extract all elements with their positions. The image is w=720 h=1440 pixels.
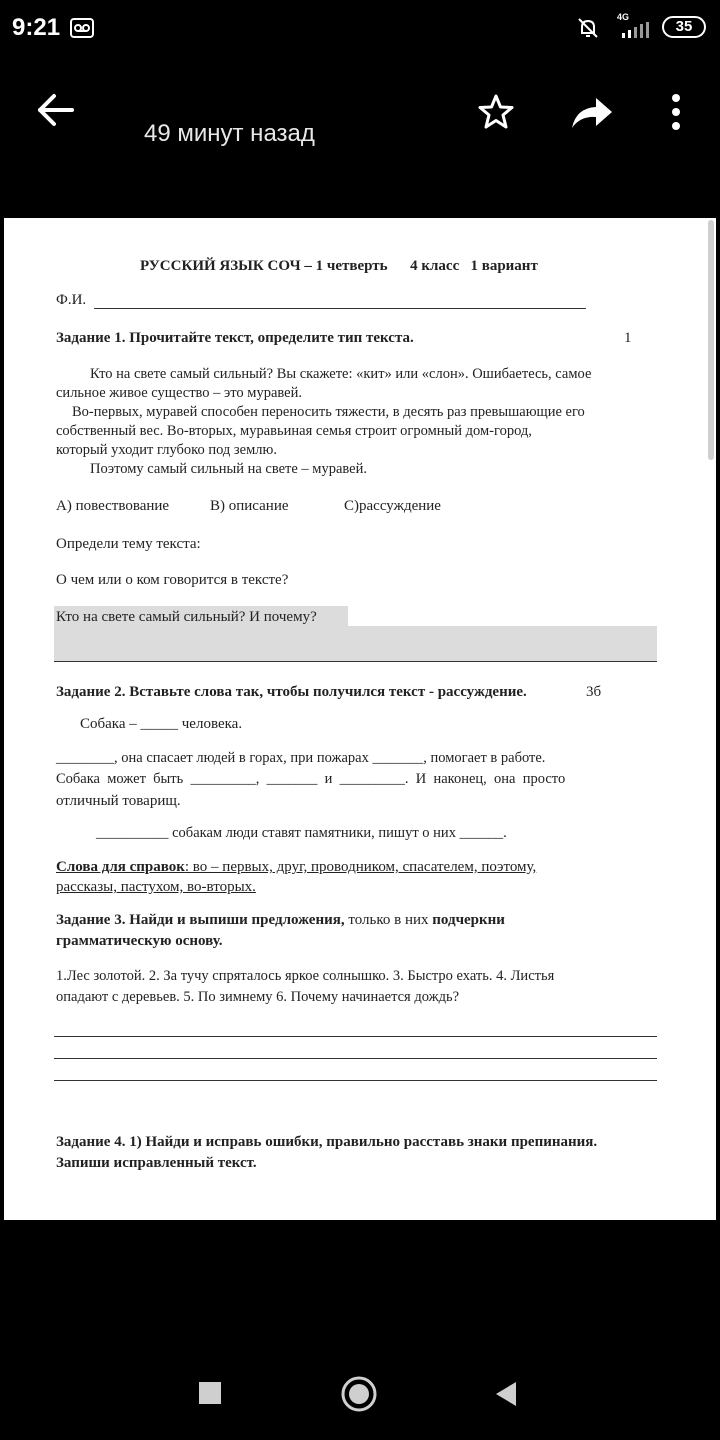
text-line: который уходит глубоко под землю.	[56, 442, 277, 458]
task3-heading	[56, 912, 505, 929]
answer-highlight	[54, 626, 657, 662]
reference-label: Слова для справок	[56, 859, 185, 875]
share-icon[interactable]	[570, 92, 614, 132]
back-triangle-icon[interactable]	[494, 1380, 518, 1408]
answer-line	[54, 1058, 657, 1059]
network-type: 4G	[617, 12, 630, 22]
mute-notifications-icon	[576, 16, 600, 40]
fio-label: Ф.И.	[56, 292, 87, 308]
task3-heading-part: Задание 3. Найди и выпиши предложения,	[56, 912, 345, 928]
task3-heading-2: грамматическую основу.	[56, 933, 223, 949]
text-line: сильное живое существо – это муравей.	[56, 385, 302, 401]
status-bar	[0, 0, 720, 56]
text-line: Кто на свете самый сильный? Вы скажете: «кит» или «слон». Ошибаетесь, самое	[90, 366, 592, 382]
signal-icon	[614, 22, 654, 38]
navigation-bar	[0, 1340, 720, 1440]
fio-line	[94, 308, 586, 309]
answer-line	[54, 661, 657, 662]
text-line: 1.Лес золотой. 2. За тучу спряталось яркое солнышко. 3. Быстро ехать. 4. Листья	[56, 968, 555, 984]
question-about: О чем или о ком говорится в тексте?	[56, 572, 289, 588]
text-line: Собака может быть _________, _______ и _________. И наконец, она просто	[56, 771, 566, 787]
home-circle-icon[interactable]	[340, 1375, 378, 1413]
text-line: опадают с деревьев. 5. По зимнему 6. Почему начинается дождь?	[56, 989, 460, 1005]
question-theme: Определи тему текста:	[56, 536, 201, 552]
text-line: Собака – _____ человека.	[80, 716, 243, 732]
task4-heading-2: Запиши исправленный текст.	[56, 1155, 257, 1171]
star-icon[interactable]	[476, 92, 516, 132]
doc-title: РУССКИЙ ЯЗЫК СОЧ – 1 четверть 4 класс 1 вариант	[140, 258, 538, 274]
voicemail-icon	[70, 18, 94, 38]
task1-heading: Задание 1. Прочитайте текст, определите тип текста.	[56, 330, 414, 346]
text-line: отличный товарищ.	[56, 793, 181, 809]
document-image[interactable]	[4, 218, 716, 1220]
task2-heading: Задание 2. Вставьте слова так, чтобы получился текст - рассуждение.	[56, 684, 527, 700]
timestamp: 49 минут назад	[144, 120, 315, 147]
reference-list: : во – первых, друг, проводником, спасателем, поэтому,	[184, 859, 537, 875]
reference-list-2: рассказы, пастухом, во-вторых.	[56, 879, 256, 895]
text-line: собственный вес. Во-вторых, муравьиная семья строит огромный дом-город,	[56, 423, 532, 439]
answer-text: Кто на свете самый сильный? И почему?	[56, 609, 317, 625]
task3-heading-part: только в них	[344, 912, 433, 928]
answer-line	[54, 1036, 657, 1037]
task2-points: 3б	[586, 684, 602, 700]
text-line: __________ собакам люди ставят памятники, пишут о них ______.	[96, 825, 507, 841]
more-vert-icon[interactable]	[668, 92, 684, 132]
option-c: С)рассуждение	[344, 498, 441, 514]
option-b: В) описание	[210, 498, 289, 514]
text-line: ________, она спасает людей в горах, при пожарах _______, помогает в работе.	[56, 750, 546, 766]
conversation-title: Виктория Влади...	[144, 72, 433, 108]
task4-heading: Задание 4. 1) Найди и исправь ошибки, правильно расставь знаки препинания.	[56, 1134, 598, 1150]
back-arrow-icon[interactable]	[34, 88, 78, 132]
reference-words	[56, 859, 536, 876]
text-line: Поэтому самый сильный на свете – муравей.	[90, 461, 367, 477]
battery-icon: 35	[662, 16, 706, 38]
task1-points: 1	[624, 330, 632, 346]
answer-line	[54, 1080, 657, 1081]
recents-square-icon[interactable]	[198, 1381, 222, 1405]
task3-heading-part: подчеркни	[432, 912, 505, 928]
option-a: А) повествование	[56, 498, 170, 514]
status-time: 9:21	[12, 14, 61, 41]
scrollbar[interactable]	[708, 220, 714, 460]
text-line: Во-первых, муравей способен переносить тяжести, в десять раз превышающие его	[72, 404, 585, 420]
